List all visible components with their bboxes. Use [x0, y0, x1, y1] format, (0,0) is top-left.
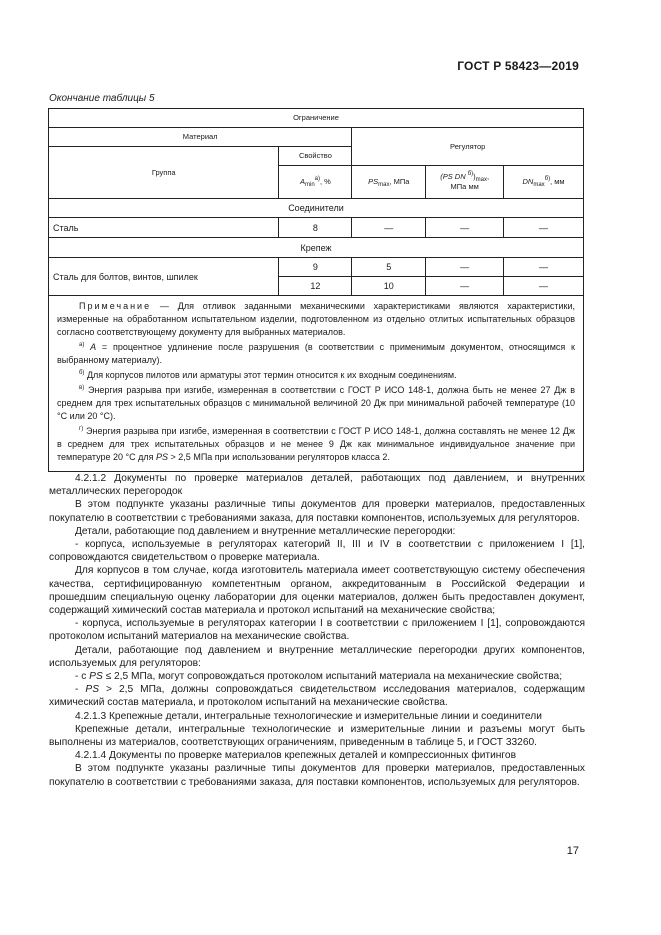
psmax-subscript: max: [378, 182, 390, 188]
cell-psmax: 5: [352, 258, 426, 277]
cell-amin: 8: [279, 218, 352, 238]
clause-4-2-1-4-heading: 4.2.1.4 Документы по проверке материалов крепежных деталей и компрессионных фитингов: [75, 750, 516, 762]
cell-psdn: —: [426, 277, 504, 296]
clause-4-2-1-2-heading: 4.2.1.2 Документы по проверке материалов деталей, работающих под давлением, и внутренних металлических перегородок: [49, 473, 585, 498]
note-paragraph: [57, 300, 575, 339]
column-dnmax: [504, 166, 584, 199]
header-material: Материал: [49, 128, 352, 147]
footnote-g-var: PS: [156, 452, 169, 462]
list-item: - корпуса, используемые в регуляторах категорий II, III и IV в соответствии с приложением I [1], сопровождаются свидетельством о проверке материала.: [49, 539, 585, 564]
footnote-a-mark: а): [79, 342, 85, 348]
psmax-unit: , МПа: [389, 177, 410, 186]
cell-amin: 12: [279, 277, 352, 296]
footnote-b: [57, 369, 575, 382]
page-number: 17: [566, 845, 579, 857]
header-property: Свойство: [279, 147, 352, 166]
footnote-v-text: Энергия разрыва при изгибе, измеренная в соответствии с ГОСТ Р ИСО 148-1, должна быть не менее 27 Дж в среднем для трех испытательных образцов с минимальной величиной 20 Дж при минимальной рабочей температуре (10 °С или 20 °С).: [57, 385, 575, 421]
header-regulator: Регулятор: [352, 128, 584, 166]
footnote-a: [57, 341, 575, 367]
cell-dnmax: —: [504, 218, 584, 238]
body-paragraph: Для корпусов в том случае, когда изготовитель материала имеет соответствующую систему обеспечения качества, сертифицированную компетентным органом, аккредитованным в Российской Федерации и прошедшим специальную оценку лаборатории для оценки материалов, должен быть предоставлен документ, содержащий химический состав материала и протокол испытаний на механические свойства;: [49, 565, 585, 617]
cell-group: Сталь для болтов, винтов, шпилек: [49, 258, 279, 296]
psdn-footnote-mark: б): [467, 171, 474, 177]
table-caption: Окончание таблицы 5: [49, 93, 155, 104]
psdn-subscript: max: [475, 177, 488, 183]
body-text: [49, 472, 585, 789]
table-row: [49, 258, 584, 277]
dnmax-symbol: DN: [522, 177, 534, 186]
note-label: Примечание: [79, 301, 152, 311]
psdn-close: ): [473, 172, 476, 181]
cell-psmax: 10: [352, 277, 426, 296]
clause-4-2-1-3-heading: 4.2.1.3 Крепежные детали, интегральные технологические и измерительные линии и соединители: [75, 710, 542, 722]
list-item: - корпуса, используемые в регуляторах категории I в соответствии с приложением I [1], сопровождаются протоколом испытаний материалов на механические свойства.: [49, 618, 585, 643]
body-paragraph: В этом подпункте указаны различные типы документов для проверки материалов, предоставленных покупателю в соответствии с требованиями заказа, для поставки компонентов, используемых для регуляторов.: [49, 499, 585, 524]
column-psmax: [352, 166, 426, 199]
footnote-v-mark: в): [79, 385, 85, 391]
footnote-b-text: Для корпусов пилотов или арматуры этот термин относится к их входным соединениям.: [84, 370, 457, 380]
body-paragraph: Крепежные детали, интегральные технологические и измерительные линии и разъемы могут быть выполнены из материалов, соответствующих ограничениям, приведенным в таблице 5, и ГОСТ 33260.: [49, 723, 585, 749]
psdn-symbol: (PS DN: [440, 172, 468, 181]
list-item: [49, 683, 585, 709]
list-item-text: > 2,5 МПа, должны сопровождаться свидетельством исследования материалов, содержащим химический состав материала, и протоколом испытаний на механические свойства.: [49, 684, 585, 709]
cell-psdn: —: [426, 218, 504, 238]
cell-psmax: —: [352, 218, 426, 238]
cell-dnmax: —: [504, 258, 584, 277]
amin-footnote-mark: а): [314, 176, 320, 182]
header-group: Группа: [49, 147, 279, 199]
list-item-text: ≤ 2,5 МПа, могут сопровождаться протоколом испытаний материала на механические свойства;: [102, 671, 563, 683]
footnote-a-text: = процентное удлинение после разрушения (в соответствии с применимым документом, относящимся к выбранному материалу).: [57, 342, 575, 365]
column-psdn: (PS DN $^{б)})_{max}$, МПа мм: [426, 166, 504, 199]
note-text: — Для отливок заданными механическими характеристиками являются характеристики, измеренные на обработанном испытательном изделии, подготовленном из отдельно отлитых испытательных образцов согласно соответствующему документу для выбранных материалов.: [57, 301, 575, 337]
cell-amin: 9: [279, 258, 352, 277]
body-paragraph: В этом подпункте указаны различные типы документов для проверки материалов, предоставленных покупателю в соответствии с требованиями заказа, для поставки компонентов, используемых для регуляторов.: [49, 763, 585, 788]
cell-group: Сталь: [49, 218, 279, 238]
table-notes: [49, 296, 584, 472]
body-paragraph: Детали, работающие под давлением и внутренние металлические перегородки:: [75, 525, 456, 537]
material-restrictions-table: [48, 108, 584, 472]
document-id: ГОСТ Р 58423—2019: [457, 59, 579, 73]
footnote-v: [57, 384, 575, 423]
amin-unit: , %: [320, 177, 331, 186]
dnmax-footnote-mark: б): [544, 176, 551, 182]
psmax-symbol: PS: [368, 177, 379, 186]
dnmax-unit: , мм: [550, 177, 565, 186]
list-item-prefix: -: [75, 684, 86, 696]
psdn-unit: МПа мм: [450, 182, 479, 191]
footnote-g: [57, 425, 575, 464]
table-row: [49, 218, 584, 238]
list-item-var: PS: [85, 684, 99, 696]
list-item-prefix: - с: [75, 671, 90, 683]
cell-psdn: —: [426, 258, 504, 277]
amin-symbol: A: [299, 177, 305, 186]
body-paragraph: Детали, работающие под давлением и внутренние металлические перегородки других компонентов, используемых для регуляторов:: [49, 644, 585, 669]
footnote-a-var: A: [90, 342, 97, 352]
footnote-g-mark: г): [79, 426, 84, 432]
footnote-g-text-end: > 2,5 МПа при использовании регуляторов класса 2.: [168, 452, 390, 462]
header-restriction: Ограничение: [49, 109, 584, 128]
dnmax-subscript: max: [533, 182, 545, 188]
column-amin: [279, 166, 352, 199]
list-item-var: PS: [89, 671, 103, 683]
list-item: [49, 670, 585, 683]
footnote-b-mark: б): [79, 370, 85, 376]
footnote-g-text: Энергия разрыва при изгибе, измеренная в соответствии с ГОСТ Р ИСО 148-1, должна составлять не менее 12 Дж в среднем для трех испытательных образцов и не менее 9 Дж как минимальное индивидуальное значение при температуре 20 °С для: [57, 426, 575, 462]
cell-dnmax: —: [504, 277, 584, 296]
amin-subscript: min: [304, 182, 315, 188]
section-fasteners: Крепеж: [49, 238, 584, 258]
section-connectors: Соединители: [49, 199, 584, 218]
